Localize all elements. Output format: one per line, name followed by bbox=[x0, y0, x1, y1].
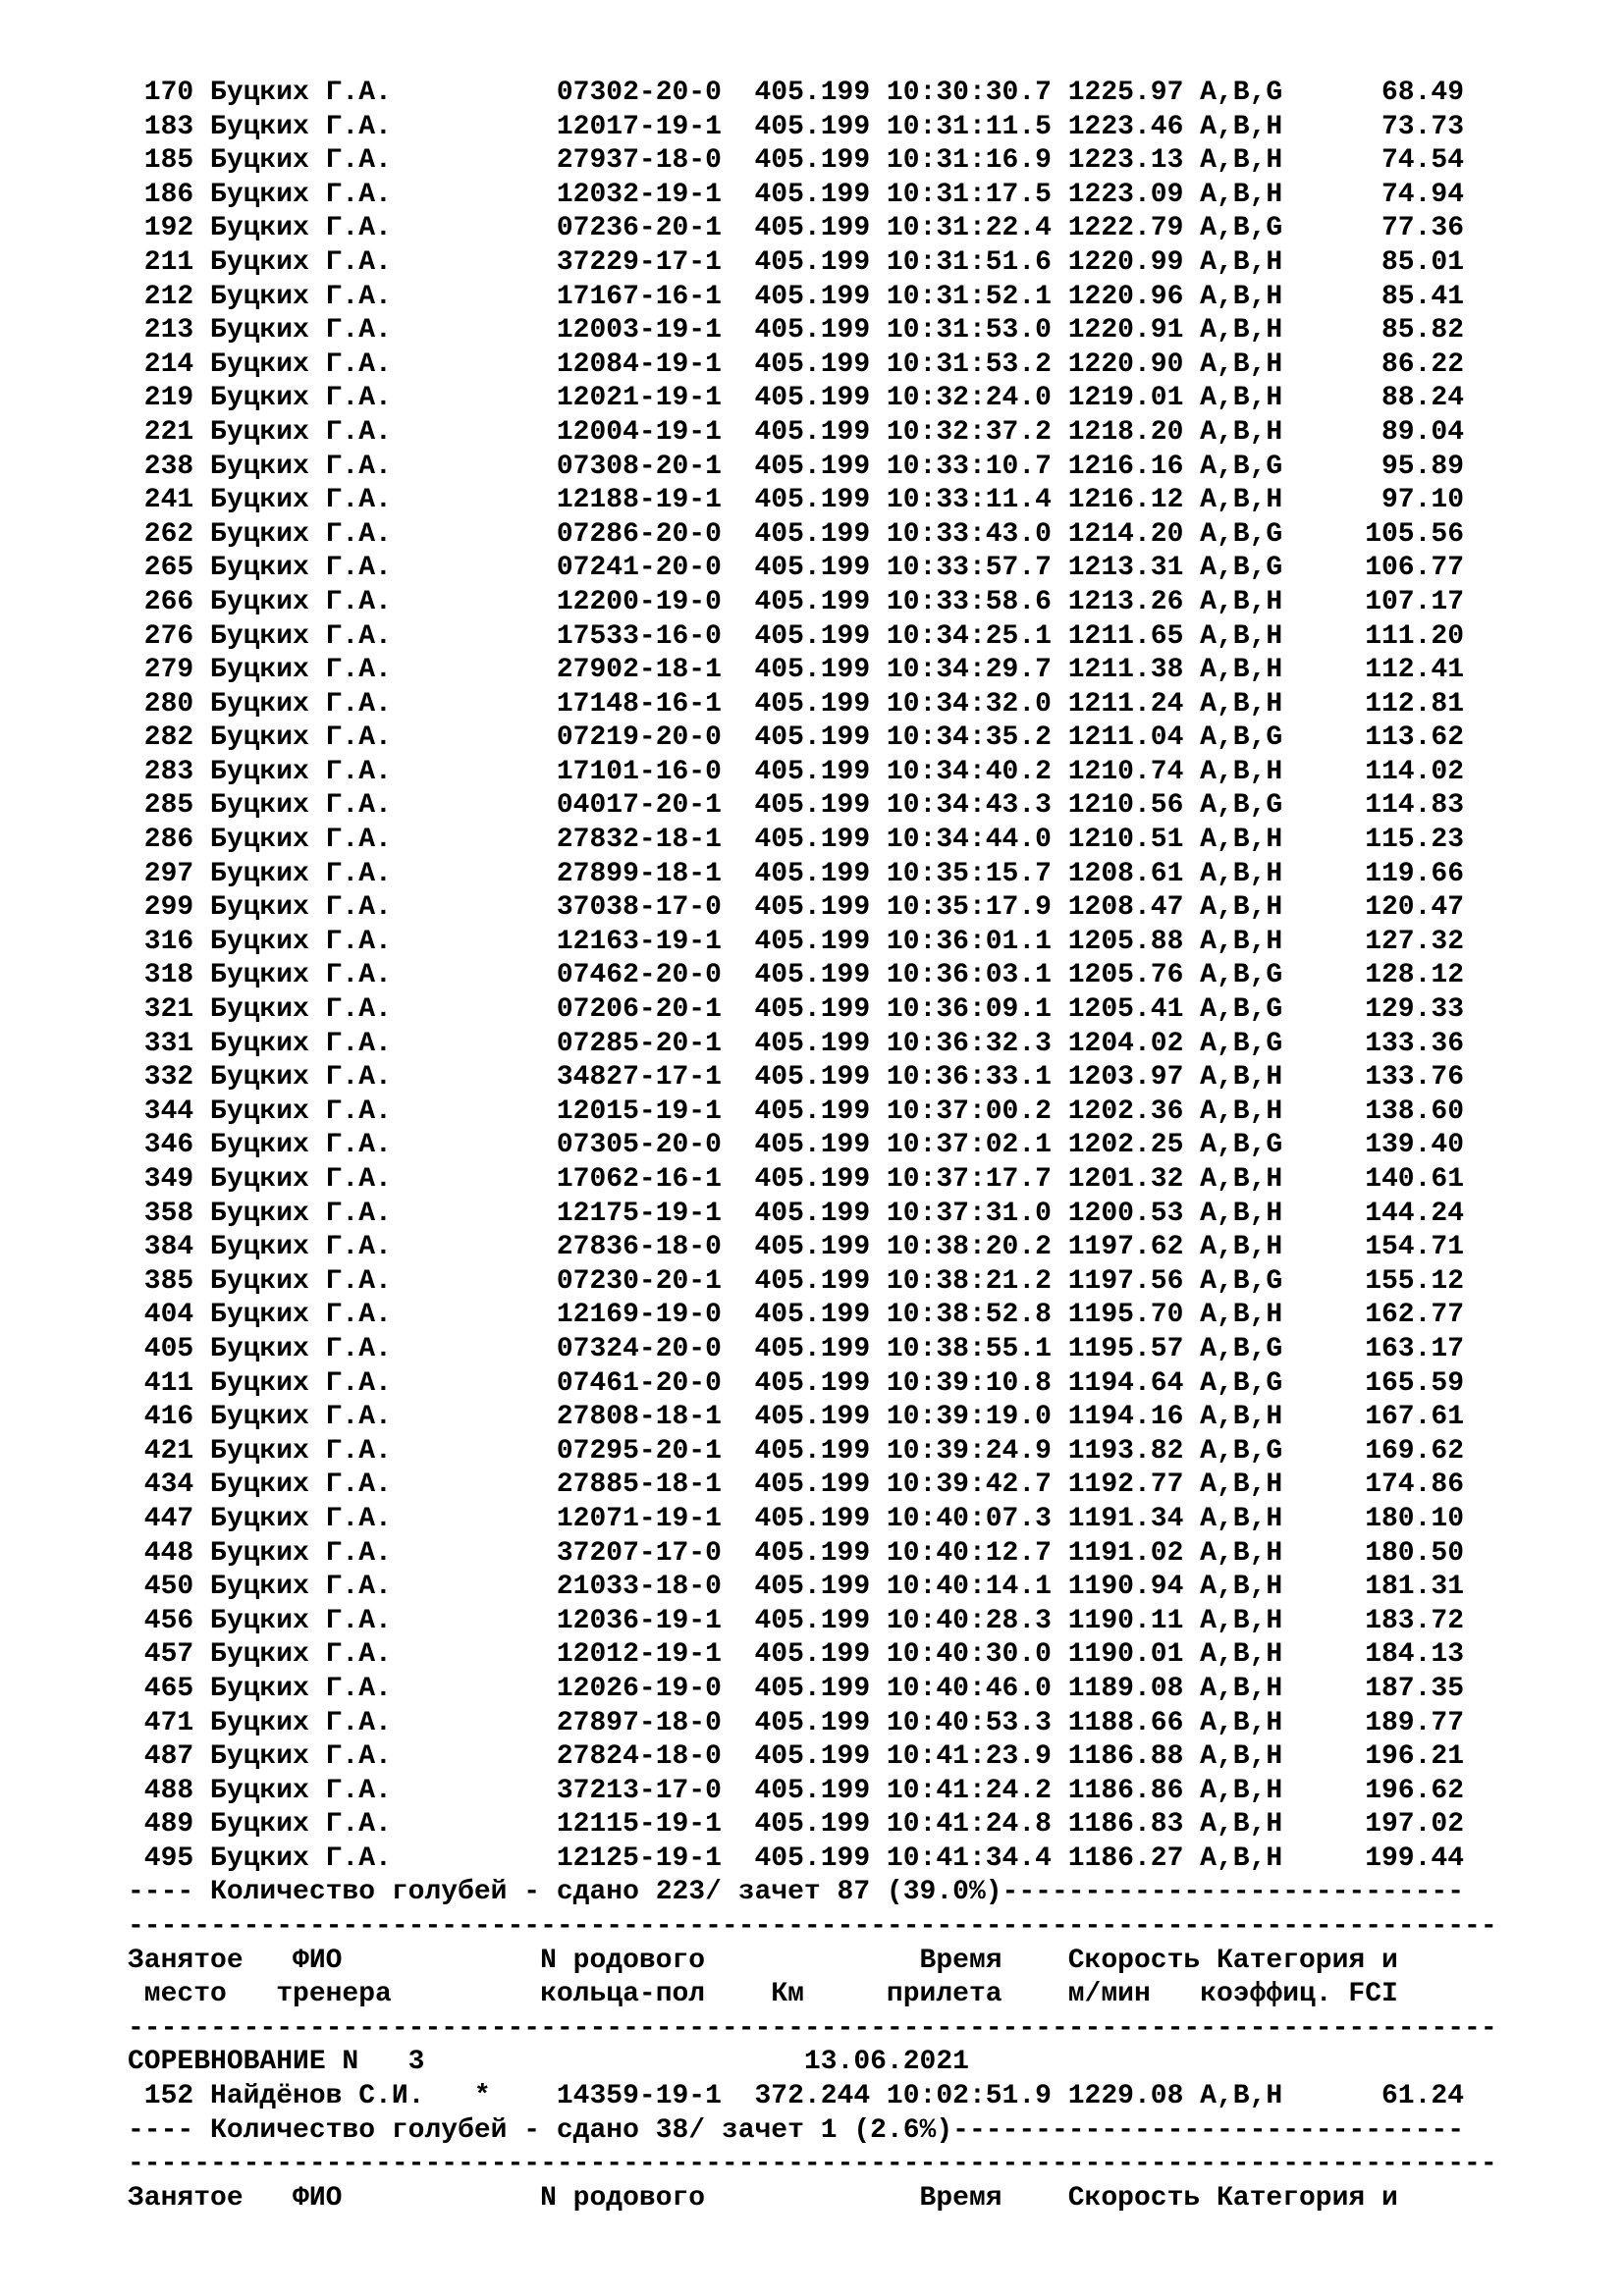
summary-line: ---- Количество голубей - сдано 38/ зачет 1 (2.6%)------------------------------- bbox=[128, 2114, 1465, 2146]
table-row: 211 Буцких Г.А. 37229-17-1 405.199 10:31:51.6 1220.99 A,B,H 85.01 bbox=[128, 246, 1465, 278]
table-row: 416 Буцких Г.А. 27808-18-1 405.199 10:39:19.0 1194.16 A,B,H 167.61 bbox=[128, 1402, 1465, 1433]
table-row: 421 Буцких Г.А. 07295-20-1 405.199 10:39:24.9 1193.82 A,B,G 169.62 bbox=[128, 1435, 1465, 1467]
table-row: 321 Буцких Г.А. 07206-20-1 405.199 10:36:09.1 1205.41 A,B,G 129.33 bbox=[128, 994, 1465, 1026]
table-row: 488 Буцких Г.А. 37213-17-0 405.199 10:41:24.2 1186.86 A,B,H 196.62 bbox=[128, 1775, 1465, 1806]
table-row: 405 Буцких Г.А. 07324-20-0 405.199 10:38:55.1 1195.57 A,B,G 163.17 bbox=[128, 1333, 1465, 1364]
table-row: 265 Буцких Г.А. 07241-20-0 405.199 10:33:57.7 1213.31 A,B,G 106.77 bbox=[128, 553, 1465, 584]
table-row: 212 Буцких Г.А. 17167-16-1 405.199 10:31:52.1 1220.96 A,B,H 85.41 bbox=[128, 281, 1465, 312]
table-row: 404 Буцких Г.А. 12169-19-0 405.199 10:38:52.8 1195.70 A,B,H 162.77 bbox=[128, 1300, 1465, 1331]
table-row: 183 Буцких Г.А. 12017-19-1 405.199 10:31:11.5 1223.46 A,B,H 73.73 bbox=[128, 111, 1465, 142]
table-row: 285 Буцких Г.А. 04017-20-1 405.199 10:34:43.3 1210.56 A,B,G 114.83 bbox=[128, 790, 1465, 822]
table-row: 280 Буцких Г.А. 17148-16-1 405.199 10:34:32.0 1211.24 A,B,H 112.81 bbox=[128, 688, 1465, 720]
table-row: 434 Буцких Г.А. 27885-18-1 405.199 10:39:42.7 1192.77 A,B,H 174.86 bbox=[128, 1469, 1465, 1501]
table-row: 448 Буцких Г.А. 37207-17-0 405.199 10:40:12.7 1191.02 A,B,H 180.50 bbox=[128, 1537, 1465, 1569]
table-row: 358 Буцких Г.А. 12175-19-1 405.199 10:37:31.0 1200.53 A,B,H 144.24 bbox=[128, 1198, 1465, 1229]
table-row: 282 Буцких Г.А. 07219-20-0 405.199 10:34:35.2 1211.04 A,B,G 113.62 bbox=[128, 722, 1465, 754]
table-row: 152 Найдёнов С.И. * 14359-19-1 372.244 10:02:51.9 1229.08 A,B,H 61.24 bbox=[128, 2081, 1465, 2112]
table-row: 213 Буцких Г.А. 12003-19-1 405.199 10:31:53.0 1220.91 A,B,H 85.82 bbox=[128, 315, 1465, 347]
table-row: 279 Буцких Г.А. 27902-18-1 405.199 10:34:29.7 1211.38 A,B,H 112.41 bbox=[128, 655, 1465, 686]
table-row: 332 Буцких Г.А. 34827-17-1 405.199 10:36:33.1 1203.97 A,B,H 133.76 bbox=[128, 1062, 1465, 1094]
column-header: Занятое ФИО N родового Время Скорость Категория и bbox=[128, 2182, 1398, 2214]
divider-line: ----------------------------------------------------------------------------------- bbox=[128, 2149, 1497, 2180]
table-row: 411 Буцких Г.А. 07461-20-0 405.199 10:39:10.8 1194.64 A,B,G 165.59 bbox=[128, 1367, 1465, 1399]
table-row: 471 Буцких Г.А. 27897-18-0 405.199 10:40:53.3 1188.66 A,B,H 189.77 bbox=[128, 1707, 1465, 1738]
column-header: место тренера кольца-пол Км прилета м/мин коэффиц. FCI bbox=[128, 1979, 1398, 2010]
table-row: 489 Буцких Г.А. 12115-19-1 405.199 10:41:24.8 1186.83 A,B,H 197.02 bbox=[128, 1809, 1465, 1841]
divider-line: ----------------------------------------------------------------------------------- bbox=[128, 1911, 1497, 1943]
table-row: 297 Буцких Г.А. 27899-18-1 405.199 10:35:15.7 1208.61 A,B,H 119.66 bbox=[128, 858, 1465, 889]
competition-title: СОРЕВНОВАНИЕ N 3 13.06.2021 bbox=[128, 2047, 969, 2078]
table-row: 346 Буцких Г.А. 07305-20-0 405.199 10:37:02.1 1202.25 A,B,G 139.40 bbox=[128, 1130, 1465, 1161]
table-row: 214 Буцких Г.А. 12084-19-1 405.199 10:31:53.2 1220.90 A,B,H 86.22 bbox=[128, 348, 1465, 380]
table-row: 238 Буцких Г.А. 07308-20-1 405.199 10:33:10.7 1216.16 A,B,G 95.89 bbox=[128, 451, 1465, 482]
table-row: 349 Буцких Г.А. 17062-16-1 405.199 10:37:17.7 1201.32 A,B,H 140.61 bbox=[128, 1164, 1465, 1195]
column-header: Занятое ФИО N родового Время Скорость Категория и bbox=[128, 1945, 1398, 1976]
table-row: 495 Буцких Г.А. 12125-19-1 405.199 10:41:34.4 1186.27 A,B,H 199.44 bbox=[128, 1842, 1465, 1874]
table-row: 487 Буцких Г.А. 27824-18-0 405.199 10:41:23.9 1186.88 A,B,H 196.21 bbox=[128, 1741, 1465, 1773]
table-row: 385 Буцких Г.А. 07230-20-1 405.199 10:38:21.2 1197.56 A,B,G 155.12 bbox=[128, 1265, 1465, 1297]
divider-line: ----------------------------------------------------------------------------------- bbox=[128, 2012, 1497, 2044]
table-row: 276 Буцких Г.А. 17533-16-0 405.199 10:34:25.1 1211.65 A,B,H 111.20 bbox=[128, 620, 1465, 652]
table-row: 221 Буцких Г.А. 12004-19-1 405.199 10:32:37.2 1218.20 A,B,H 89.04 bbox=[128, 416, 1465, 448]
table-row: 465 Буцких Г.А. 12026-19-0 405.199 10:40:46.0 1189.08 A,B,H 187.35 bbox=[128, 1673, 1465, 1704]
table-row: 457 Буцких Г.А. 12012-19-1 405.199 10:40:30.0 1190.01 A,B,H 184.13 bbox=[128, 1639, 1465, 1671]
table-row: 241 Буцких Г.А. 12188-19-1 405.199 10:33:11.4 1216.12 A,B,H 97.10 bbox=[128, 485, 1465, 516]
table-row: 192 Буцких Г.А. 07236-20-1 405.199 10:31:22.4 1222.79 A,B,G 77.36 bbox=[128, 213, 1465, 244]
table-row: 283 Буцких Г.А. 17101-16-0 405.199 10:34:40.2 1210.74 A,B,H 114.02 bbox=[128, 756, 1465, 787]
table-row: 447 Буцких Г.А. 12071-19-1 405.199 10:40:07.3 1191.34 A,B,H 180.10 bbox=[128, 1503, 1465, 1534]
table-row: 186 Буцких Г.А. 12032-19-1 405.199 10:31:17.5 1223.09 A,B,H 74.94 bbox=[128, 179, 1465, 210]
table-row: 170 Буцких Г.А. 07302-20-0 405.199 10:30:30.7 1225.97 A,B,G 68.49 bbox=[128, 78, 1465, 108]
table-row: 266 Буцких Г.А. 12200-19-0 405.199 10:33:58.6 1213.26 A,B,H 107.17 bbox=[128, 586, 1465, 617]
table-row: 450 Буцких Г.А. 21033-18-0 405.199 10:40:14.1 1190.94 A,B,H 181.31 bbox=[128, 1572, 1465, 1603]
table-row: 384 Буцких Г.А. 27836-18-0 405.199 10:38:20.2 1197.62 A,B,H 154.71 bbox=[128, 1232, 1465, 1263]
summary-line: ---- Количество голубей - сдано 223/ зачет 87 (39.0%)---------------------------- bbox=[128, 1877, 1465, 1908]
table-row: 331 Буцких Г.А. 07285-20-1 405.199 10:36:32.3 1204.02 A,B,G 133.36 bbox=[128, 1028, 1465, 1059]
table-row: 219 Буцких Г.А. 12021-19-1 405.199 10:32:24.0 1219.01 A,B,H 88.24 bbox=[128, 383, 1465, 414]
table-row: 185 Буцких Г.А. 27937-18-0 405.199 10:31:16.9 1223.13 A,B,H 74.54 bbox=[128, 145, 1465, 177]
table-row: 262 Буцких Г.А. 07286-20-0 405.199 10:33:43.0 1214.20 A,B,G 105.56 bbox=[128, 518, 1465, 550]
table-row: 318 Буцких Г.А. 07462-20-0 405.199 10:36:03.1 1205.76 A,B,G 128.12 bbox=[128, 960, 1465, 991]
table-row: 456 Буцких Г.А. 12036-19-1 405.199 10:40:28.3 1190.11 A,B,H 183.72 bbox=[128, 1605, 1465, 1636]
table-row: 299 Буцких Г.А. 37038-17-0 405.199 10:35:17.9 1208.47 A,B,H 120.47 bbox=[128, 892, 1465, 924]
table-row: 286 Буцких Г.А. 27832-18-1 405.199 10:34:44.0 1210.51 A,B,H 115.23 bbox=[128, 825, 1465, 856]
table-row: 344 Буцких Г.А. 12015-19-1 405.199 10:37:00.2 1202.36 A,B,H 138.60 bbox=[128, 1095, 1465, 1127]
table-row: 316 Буцких Г.А. 12163-19-1 405.199 10:36:01.1 1205.88 A,B,H 127.32 bbox=[128, 926, 1465, 957]
results-sheet bbox=[128, 77, 1497, 2216]
